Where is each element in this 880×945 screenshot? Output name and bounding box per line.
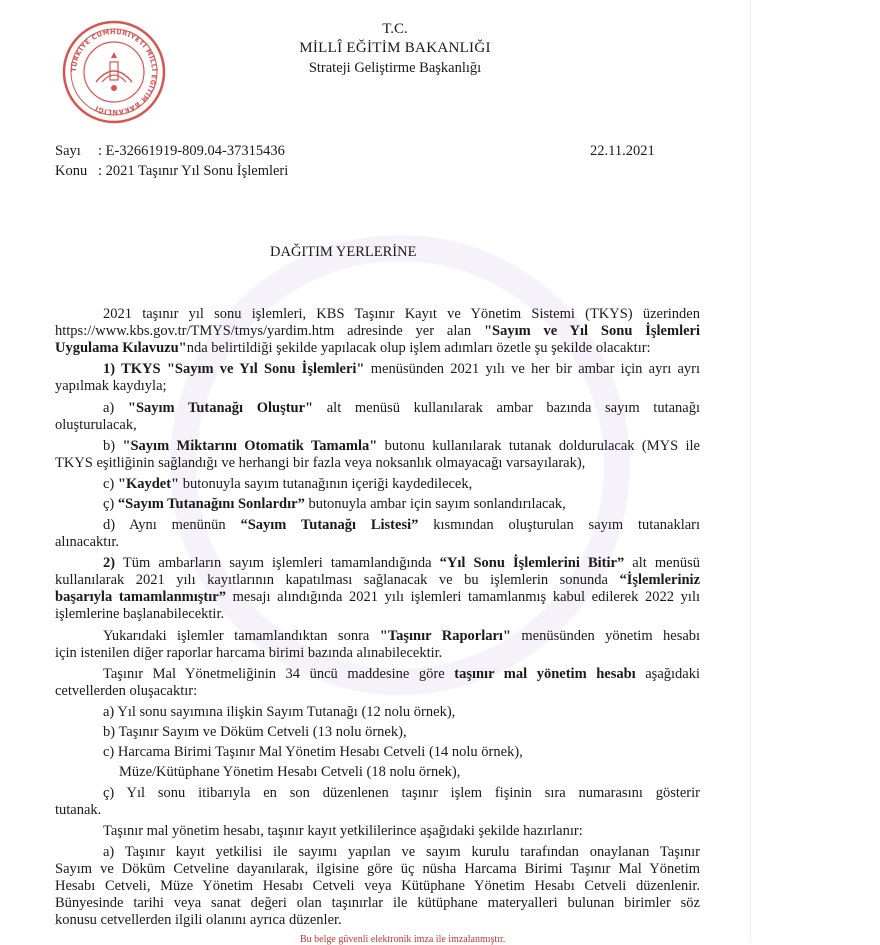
header-ministry: MİLLÎ EĞİTİM BAKANLIĞI <box>299 40 491 56</box>
body-line: c) "Kaydet" butonuyla sayım tutanağının içeriği kaydedilecek, <box>103 476 473 492</box>
body-line: için istenilen diğer raporlar harcama birimi bazında alınabilecektir. <box>55 645 443 661</box>
body-line: Hesabı Cetveli, Müze Yönetim Hesabı Cetveli veya Kütüphane Yönetim Hesabı Cetveli düzenlenir. <box>55 878 700 894</box>
body-line: 1) TKYS "Sayım ve Yıl Sonu İşlemleri" menüsünden 2021 yılı ve her bir ambar için ayrı ayrı <box>103 361 701 377</box>
body-line: işlemlerine başlanabilecektir. <box>55 606 225 622</box>
body-line: Yukarıdaki işlemler tamamlandıktan sonra "Taşınır Raporları" menüsünden yönetim hesabı <box>103 628 701 644</box>
sayi-label: Sayı <box>55 143 81 159</box>
list-item: c) Harcama Birimi Taşınır Mal Yönetim Hesabı Cetveli (14 nolu örnek), <box>103 744 523 760</box>
body-line: 2) Tüm ambarların sayım işlemleri tamamlandığında “Yıl Sonu İşlemlerini Bitir” alt menüsü <box>103 555 700 571</box>
body-line: ç) “Sayım Tutanağını Sonlardır” butonuyla ambar için sayım sonlandırılacak, <box>103 496 566 512</box>
list-item: ç) Yıl sonu itibarıyla en son düzenlenen taşınır işlem fişinin sıra numarasını gösterir <box>103 785 700 801</box>
konu-value: : 2021 Taşınır Yıl Sonu İşlemleri <box>98 163 289 179</box>
body-line: oluşturulacak, <box>55 417 137 433</box>
body-line: a) Taşınır kayıt yetkilisi ile sayımı yapılan ve sayım kurulu tarafından onaylanan Taşınır <box>103 844 700 860</box>
list-item: a) Yıl sonu sayımına ilişkin Sayım Tutanağı (12 nolu örnek), <box>103 704 456 720</box>
body-line: Bünyesinde tarihi veya sanat değeri olan taşınırlar ile kütüphane materyalleri bulunan birimler söz <box>55 895 700 911</box>
body-line: cetvellerden oluşacaktır: <box>55 683 198 699</box>
page-margin <box>750 0 880 942</box>
body-line: kullanılarak 2021 yılı kayıtlarının kapatılması sağlanacak ve bu işlemlerin sonunda “İşlemleriniz <box>55 572 701 588</box>
svg-text:TÜRKİYE CUMHURİYETİ MİLLÎ EĞİT: TÜRKİYE CUMHURİYETİ MİLLÎ EĞİTİM BAKANLIĞI <box>69 27 159 117</box>
body-line: a) "Sayım Tutanağı Oluştur" alt menüsü kullanılarak ambar bazında sayım tutanağı <box>103 400 701 416</box>
body-line: Taşınır Mal Yönetmeliğinin 34 üncü maddesine göre taşınır mal yönetim hesabı aşağıdaki <box>103 666 701 682</box>
ministry-seal-icon <box>62 20 166 124</box>
document-date: 22.11.2021 <box>590 143 655 159</box>
body-line: Uygulama Kılavuzu"nda belirtildiği şekilde yapılacak olup işlem adımları özetle şu şekilde olacaktır: <box>55 340 651 356</box>
body-line: konusu cetvellerden ilgili olanını ayrıca düzenler. <box>55 912 342 928</box>
sayi-value: : E-32661919-809.04-37315436 <box>98 143 285 159</box>
body-line: alınacaktır. <box>55 534 120 550</box>
body-line: 2021 taşınır yıl sonu işlemleri, KBS Taşınır Kayıt ve Yönetim Sistemi (TKYS) üzerinden <box>103 306 700 322</box>
body-line: https://www.kbs.gov.tr/TMYS/tmys/yardim.htm adresinde yer alan "Sayım ve Yıl Sonu İşlemleri <box>55 323 700 339</box>
body-line: d) Aynı menünün “Sayım Tutanağı Listesi” kısmından oluşturulan sayım tutanakları <box>103 517 701 533</box>
header-department: Strateji Geliştirme Başkanlığı <box>308 60 482 76</box>
body-line: b) "Sayım Miktarını Otomatik Tamamla" butonu kullanılarak tutanak doldurulacak (MYS ile <box>103 438 700 454</box>
body-line: yapılmak kaydıyla; <box>55 378 167 394</box>
body-line: Taşınır mal yönetim hesabı, taşınır kayıt yetkililerince aşağıdaki şekilde hazırlanır: <box>103 823 583 839</box>
body-line: başarıyla tamamlanmıştır” mesajı alındığında 2021 yılı işlemleri tamamlanmış kabul edilerek 2022 yılı <box>55 589 701 605</box>
list-item: Müze/Kütüphane Yönetim Hesabı Cetveli (18 nolu örnek), <box>119 764 461 780</box>
body-line: tutanak. <box>55 802 102 818</box>
e-signature-note: Bu belge güvenli elektronik imza ile imzalanmıştır. <box>300 934 506 945</box>
list-item: b) Taşınır Sayım ve Döküm Cetveli (13 nolu örnek), <box>103 724 407 740</box>
addressee: DAĞITIM YERLERİNE <box>270 244 417 260</box>
konu-label: Konu <box>55 163 88 179</box>
body-line: Sayım ve Döküm Cetveline dayanılarak, ilgisine göre üç nüsha Harcama Birimi Taşınır Mal Yönetim <box>55 861 700 877</box>
body-line: TKYS eşitliğinin sağlandığı ve herhangi bir fazla veya noksanlık olmayacağı varsayılarak), <box>55 455 586 471</box>
header-tc: T.C. <box>382 21 408 37</box>
